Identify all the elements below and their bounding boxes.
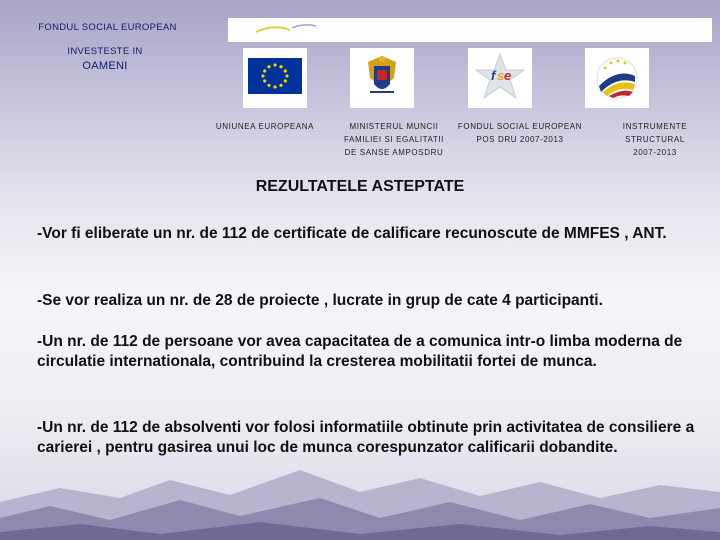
eu-flag-icon [243, 48, 307, 108]
romania-coat-of-arms-icon [350, 48, 414, 108]
result-paragraph-1: -Vor fi eliberate un nr. de 112 de certificate de calificare recunoscute de MMFES , ANT. [37, 225, 667, 242]
result-paragraph-4: -Un nr. de 112 de absolventi vor folosi informatiile obtinute prin activitatea de consiliere a carierei , pentru gasirea unui loc de munca corespunzator calificarii dobandite. [37, 419, 695, 456]
svg-text:e: e [504, 68, 512, 83]
logo-caption-ministry: MINISTERUL MUNCII FAMILIEI SI EGALITATII DE SANSE AMPOSDRU [343, 122, 445, 157]
structural-instruments-logo-icon [585, 48, 649, 108]
page-title: REZULTATELE ASTEPTATE [255, 178, 465, 195]
svg-text:f: f [491, 68, 496, 83]
fse-star-logo-icon [468, 48, 532, 108]
result-paragraph-2: -Se vor realiza un nr. de 28 de proiecte , lucrate in grup de cate 4 participanti. [37, 292, 603, 309]
logo-caption-structural: INSTRUMENTE STRUCTURAL 2007-2013 [622, 122, 688, 157]
structural-instruments-logo [585, 48, 649, 108]
result-paragraph-3: -Un nr. de 112 de persoane vor avea capacitatea de a comunica intr-o limba moderna de circulatie internationala, contribuind la cresterea mobilitatii fortei de munca. [37, 333, 683, 370]
eu-logo [243, 48, 307, 108]
slogan-line-2: OAMENI [82, 60, 128, 72]
logo-caption-eu: UNIUNEA EUROPEANA [215, 122, 315, 131]
header-banner [228, 18, 712, 42]
logo-caption-fse: FONDUL SOCIAL EUROPEAN POS DRU 2007-2013 [457, 122, 583, 144]
svg-text:s: s [497, 68, 505, 83]
swoosh-icon [228, 18, 712, 42]
slogan-line-1: INVESTESTE IN [67, 46, 143, 57]
ministry-logo [350, 48, 414, 108]
org-name: FONDUL SOCIAL EUROPEAN [38, 22, 177, 33]
fse-logo [468, 48, 532, 108]
